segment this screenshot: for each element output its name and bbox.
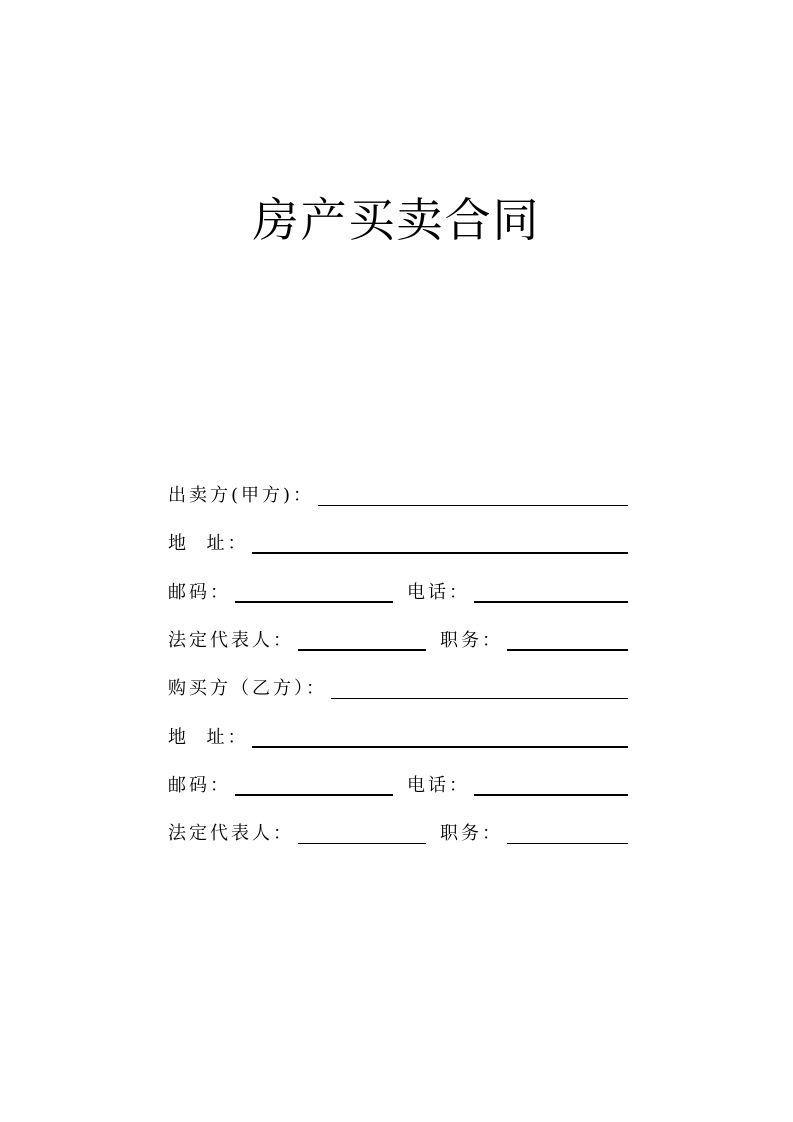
buyer-position-field[interactable]: [507, 821, 628, 844]
seller-position-field[interactable]: [507, 627, 628, 651]
seller-address-row: [168, 518, 628, 566]
seller-contact-row: [168, 567, 628, 615]
page-title: 房产买卖合同: [252, 193, 541, 247]
buyer-address-label: 地 址：: [168, 726, 249, 748]
seller-address-field[interactable]: [252, 530, 628, 554]
buyer-address-field[interactable]: [252, 724, 628, 748]
seller-phone-label: 电话：: [407, 581, 470, 603]
buyer-rep-row: [168, 808, 628, 856]
buyer-phone-label: 电话：: [407, 774, 470, 796]
buyer-party-row: [168, 663, 628, 711]
seller-rep-field[interactable]: [298, 627, 426, 651]
seller-zip-field[interactable]: [235, 579, 393, 603]
buyer-zip-label: 邮码：: [168, 774, 231, 796]
seller-name-field[interactable]: [318, 483, 628, 506]
seller-party-label: 出卖方(甲方)：: [168, 485, 315, 507]
seller-party-row: [168, 470, 628, 518]
seller-address-label: 地 址：: [168, 533, 249, 555]
seller-rep-row: [168, 615, 628, 663]
seller-phone-field[interactable]: [474, 579, 628, 603]
seller-rep-label: 法定代表人：: [168, 630, 294, 652]
seller-position-label: 职务：: [440, 630, 503, 652]
buyer-name-field[interactable]: [331, 676, 628, 699]
buyer-zip-field[interactable]: [235, 772, 393, 796]
buyer-position-label: 职务：: [440, 823, 503, 845]
buyer-contact-row: [168, 760, 628, 808]
seller-zip-label: 邮码：: [168, 581, 231, 603]
buyer-rep-field[interactable]: [298, 821, 426, 844]
buyer-rep-label: 法定代表人：: [168, 823, 294, 845]
buyer-party-label: 购买方（乙方）：: [168, 678, 327, 700]
buyer-phone-field[interactable]: [474, 772, 628, 796]
contract-parties-form: [168, 470, 628, 856]
buyer-address-row: [168, 711, 628, 759]
